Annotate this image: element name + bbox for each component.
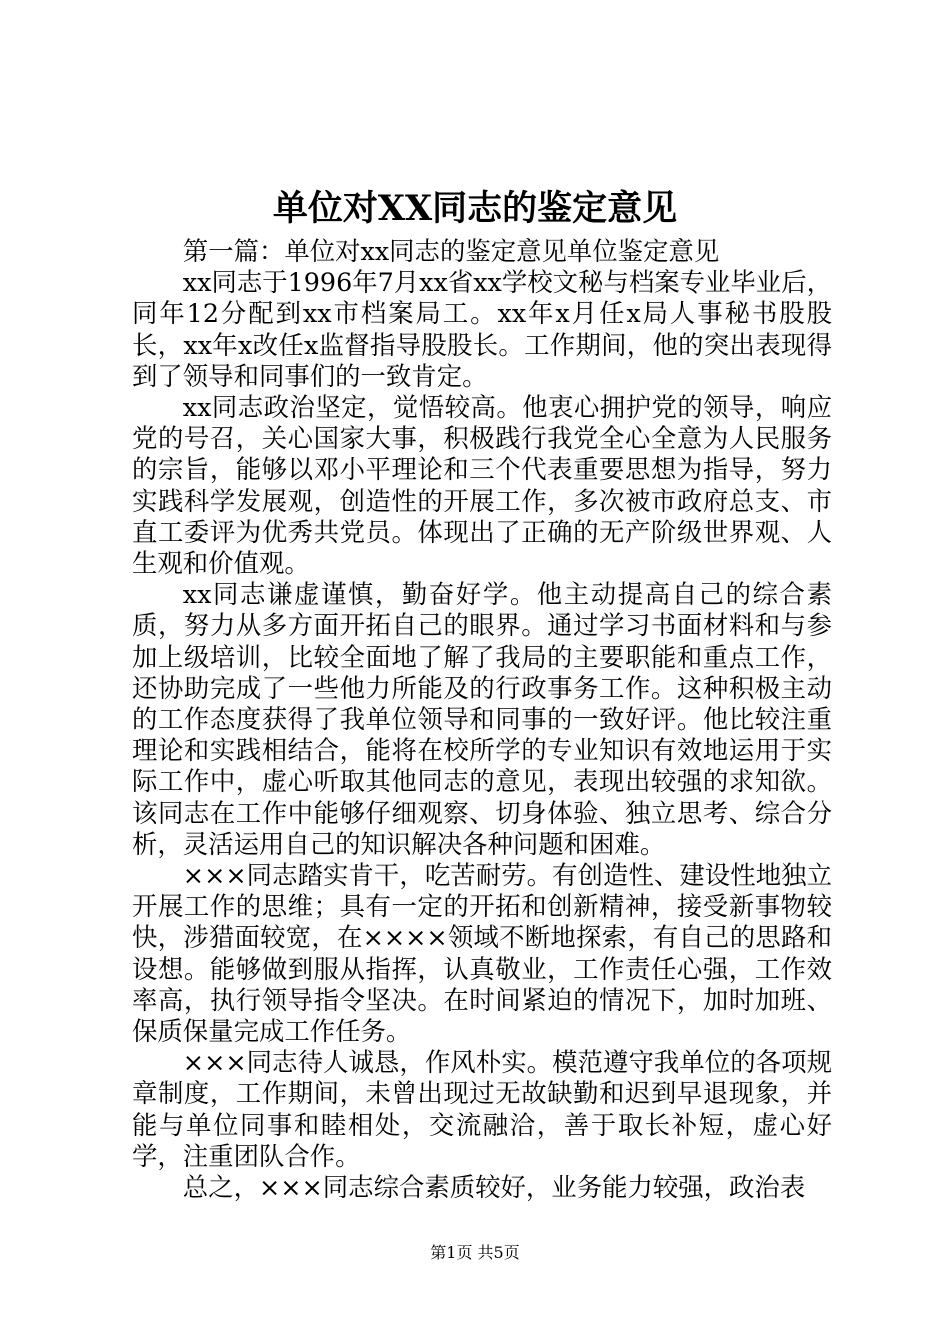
paragraph-learning: xx同志谦虚谨慎，勤奋好学。他主动提高自己的综合素质，努力从多方面开拓自己的眼界。通过学习书面材料和与参加上级培训，比较全面地了解了我局的主要职能和重点工作，还协助完成了一些他力所能及的行政事务工作。这种积极主动的工作态度获得了我单位领导和同事的一致好评。他比较注重理论和实践相结合，能将在校所学的专业知识有效地运用于实际工作中，虚心听取其他同志的意见，表现出较强的求知欲。该同志在工作中能够仔细观察、切身体验、独立思考、综合分析，灵活运用自己的知识解决各种问题和困难。 [132,579,832,859]
page-number: 第1页 共5页 [430,1243,520,1262]
paragraph-conduct: ×××同志待人诚恳，作风朴实。模范遵守我单位的各项规章制度，工作期间，未曾出现过无故缺勤和迟到早退现象，并能与单位同事和睦相处，交流融洽，善于取长补短，虚心好学，注重团队合作。 [132,1047,832,1171]
paragraph-summary: 总之，×××同志综合素质较好，业务能力较强，政治表 [182,1172,806,1203]
document-body [132,236,832,1203]
document-title: 单位对XX同志的鉴定意见 [272,188,678,229]
paragraph-political: xx同志政治坚定，觉悟较高。他衷心拥护党的领导，响应党的号召，关心国家大事，积极践行我党全心全意为人民服务的宗旨，能够以邓小平理论和三个代表重要思想为指导，努力实践科学发展观，创造性的开展工作，多次被市政府总支、市直工委评为优秀共党员。体现出了正确的无产阶级世界观、人生观和价值观。 [132,392,832,579]
paragraph-background: xx同志于1996年7月xx省xx学校文秘与档案专业毕业后，同年12分配到xx市档案局工。xx年x月任x局人事秘书股股长，xx年x改任x监督指导股股长。工作期间，他的突出表现得到了领导和同事们的一致肯定。 [132,267,832,391]
section-heading: 第一篇：单位对xx同志的鉴定意见单位鉴定意见 [182,236,720,266]
paragraph-diligence: ×××同志踏实肯干，吃苦耐劳。有创造性、建设性地独立开展工作的思维；具有一定的开拓和创新精神，接受新事物较快，涉猎面较宽，在××××领域不断地探索，有自己的思路和设想。能够做到服从指挥，认真敬业，工作责任心强，工作效率高，执行领导指令坚决。在时间紧迫的情况下，加时加班、保质保量完成工作任务。 [132,860,832,1047]
